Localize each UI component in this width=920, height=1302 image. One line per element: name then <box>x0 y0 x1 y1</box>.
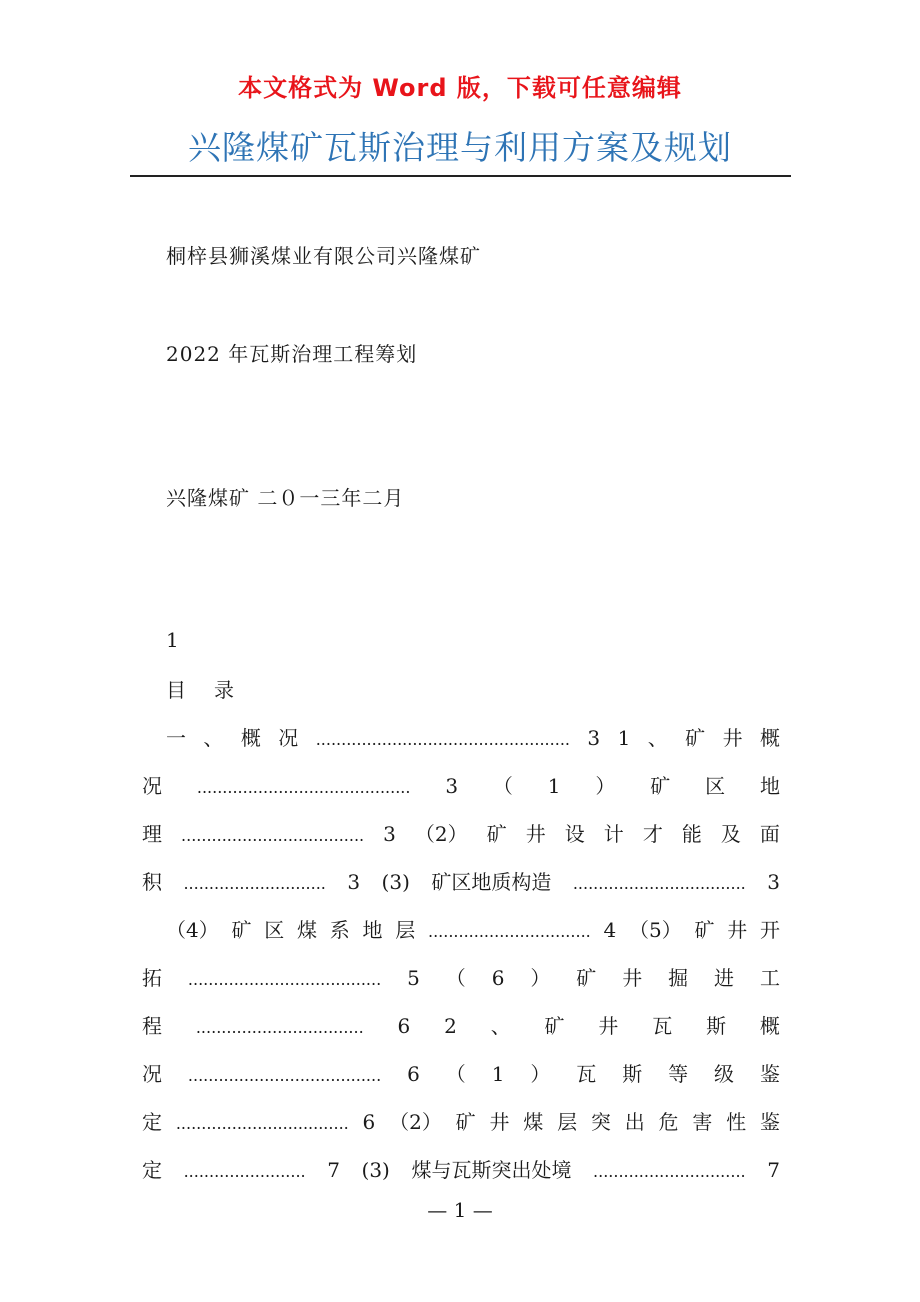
toc-text: 6 <box>407 1062 420 1086</box>
toc-text: 瓦 <box>576 1062 597 1086</box>
toc-line <box>142 818 780 847</box>
toc-text: 层 <box>557 1110 578 1134</box>
toc-text: 概 <box>240 726 261 750</box>
toc-text: 况 <box>278 726 299 750</box>
toc-line <box>142 1106 780 1135</box>
toc-leader-dots: ................................ <box>427 922 591 941</box>
toc-text: 开 <box>759 918 780 942</box>
toc-text: 2 <box>444 1014 457 1038</box>
toc-text: 斯 <box>706 1014 727 1038</box>
page-label: 1 <box>166 628 180 652</box>
toc-text: 5 <box>407 966 420 990</box>
toc-text: 一 <box>166 726 186 750</box>
toc-line <box>166 914 780 943</box>
toc-text: 等 <box>668 1062 689 1086</box>
toc-text: 概 <box>759 726 780 750</box>
toc-text: 才 <box>642 822 663 846</box>
toc-text: 理 <box>142 822 162 846</box>
toc-line <box>142 1154 780 1183</box>
toc-text: 出 <box>624 1110 645 1134</box>
toc-leader-dots: ............................ <box>183 874 326 893</box>
toc-text: 系 <box>329 918 350 942</box>
toc-text: 4 <box>603 918 617 942</box>
toc-text: 1 <box>617 726 631 750</box>
toc-text: 井 <box>598 1014 619 1038</box>
toc-text: 区 <box>264 918 285 942</box>
toc-text: 况 <box>142 1062 162 1086</box>
toc-text: 掘 <box>668 966 689 990</box>
toc-text: 6 <box>397 1014 411 1038</box>
toc-text: 斯 <box>622 1062 643 1086</box>
toc-leader-dots: ...................................... <box>187 970 382 989</box>
toc-text: 矿 <box>455 1110 476 1134</box>
toc-text: 煤 <box>296 918 317 942</box>
toc-text: 级 <box>714 1062 735 1086</box>
toc-text: 概 <box>759 1014 780 1038</box>
toc-text: 6 <box>491 966 505 990</box>
toc-text: 井 <box>722 726 743 750</box>
toc-leader-dots: .................................. <box>572 874 746 893</box>
toc-text: 性 <box>726 1110 747 1134</box>
toc-text: 矿 <box>231 918 252 942</box>
toc-text: （2） <box>414 822 468 846</box>
toc-text: 1 <box>491 1062 505 1086</box>
toc-leader-dots: .................................................. <box>315 730 570 749</box>
toc-text: 程 <box>142 1014 162 1038</box>
toc-text: 工 <box>759 966 780 990</box>
toc-text: （ <box>445 966 466 990</box>
toc-text: 进 <box>714 966 735 990</box>
toc-text: 计 <box>603 822 624 846</box>
toc-text: 设 <box>564 822 585 846</box>
toc-text: 矿 <box>694 918 715 942</box>
toc-leader-dots: .................................. <box>175 1114 349 1133</box>
toc-leader-dots: .................................... <box>181 826 365 845</box>
toc-text: 井 <box>525 822 546 846</box>
title-underline <box>130 175 791 177</box>
toc-text: （5） <box>628 918 682 942</box>
toc-text: 煤 <box>523 1110 544 1134</box>
toc-text: 拓 <box>142 966 162 990</box>
signature-date: 兴隆煤矿 二０一三年二月 <box>166 486 405 510</box>
toc-text: 突 <box>590 1110 611 1134</box>
toc-text: 定 <box>142 1158 162 1182</box>
toc-text: （ <box>492 774 513 798</box>
toc-text: 1 <box>547 774 561 798</box>
toc-leader-dots: ................................. <box>195 1018 364 1037</box>
toc-text: 矿区地质构造 <box>431 870 552 894</box>
toc-text: ） <box>530 1062 551 1086</box>
page-number-footer: — 1 — <box>427 1198 493 1222</box>
toc-line <box>142 962 780 991</box>
toc-text: 矿 <box>486 822 507 846</box>
toc-text: 3 <box>587 726 601 750</box>
toc-text: ） <box>595 774 616 798</box>
toc-text: ） <box>530 966 551 990</box>
toc-text: 定 <box>142 1110 162 1134</box>
toc-text: 矿 <box>576 966 597 990</box>
toc-text: 7 <box>767 1158 780 1182</box>
toc-text: 害 <box>692 1110 713 1134</box>
toc-text: 井 <box>727 918 748 942</box>
toc-line <box>142 1010 780 1039</box>
toc-text: 、 <box>203 726 224 750</box>
toc-text: （ <box>445 1062 466 1086</box>
toc-text: 3 <box>383 822 396 846</box>
toc-text: 6 <box>362 1110 376 1134</box>
toc-line <box>166 722 780 751</box>
toc-line <box>142 866 780 895</box>
toc-text: (3) <box>381 870 410 894</box>
toc-text: 3 <box>767 870 780 894</box>
toc-text: 煤与瓦斯突出处境 <box>411 1158 572 1182</box>
toc-text: 地 <box>759 774 780 798</box>
toc-leader-dots: .............................. <box>593 1162 746 1181</box>
toc-text: 3 <box>347 870 361 894</box>
toc-text: 3 <box>445 774 459 798</box>
toc-text: （2） <box>389 1110 442 1134</box>
toc-text: （4） <box>166 918 219 942</box>
toc-line <box>142 770 780 799</box>
toc-text: 井 <box>489 1110 510 1134</box>
toc-text: 积 <box>142 870 162 894</box>
toc-text: 瓦 <box>652 1014 673 1038</box>
toc-text: (3) <box>361 1158 390 1182</box>
toc-line <box>142 1058 780 1087</box>
toc-text: 况 <box>142 774 162 798</box>
toc-text: 矿 <box>685 726 706 750</box>
document-title: 兴隆煤矿瓦斯治理与利用方案及规划 <box>188 128 732 167</box>
toc-text: 危 <box>658 1110 679 1134</box>
toc-text: 面 <box>759 822 780 846</box>
toc-heading: 目 录 <box>166 678 238 702</box>
toc-text: 地 <box>362 918 383 942</box>
toc-text: 矿 <box>650 774 671 798</box>
toc-text: 层 <box>395 918 416 942</box>
toc-text: 、 <box>490 1014 511 1038</box>
toc-text: 井 <box>622 966 643 990</box>
plan-title: 2022 年瓦斯治理工程筹划 <box>166 342 418 366</box>
company-name: 桐梓县狮溪煤业有限公司兴隆煤矿 <box>166 244 481 268</box>
toc-text: 、 <box>647 726 668 750</box>
toc-text: 7 <box>327 1158 340 1182</box>
toc-leader-dots: .......................................... <box>196 778 411 797</box>
toc-text: 鉴 <box>759 1062 780 1086</box>
toc-leader-dots: ...................................... <box>187 1066 382 1085</box>
toc-leader-dots: ........................ <box>183 1162 306 1181</box>
toc-text: 矿 <box>544 1014 565 1038</box>
format-notice-banner: 本文格式为 Word 版，下载可任意编辑 <box>238 74 682 102</box>
toc-text: 能 <box>681 822 702 846</box>
toc-text: 鉴 <box>759 1110 780 1134</box>
toc-text: 区 <box>705 774 726 798</box>
toc-text: 及 <box>720 822 741 846</box>
